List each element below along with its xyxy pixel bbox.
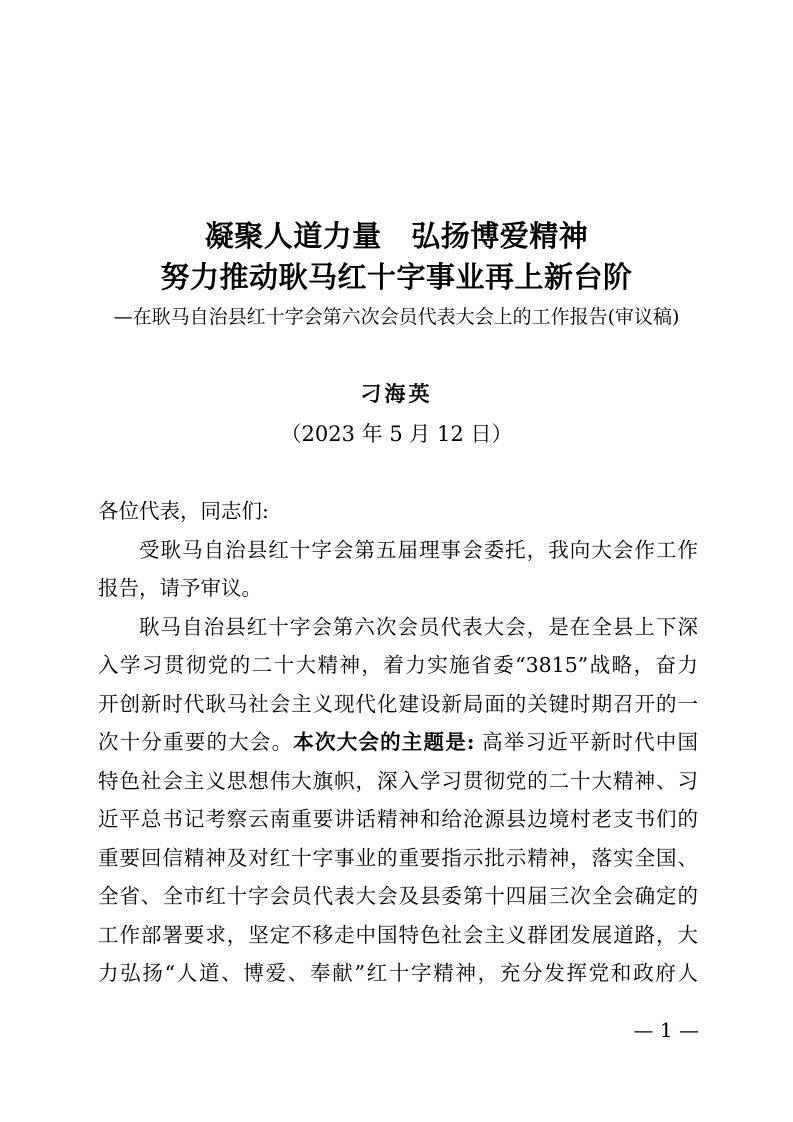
report-date: （2023 年 5 月 12 日） [280,422,513,446]
paragraph-2-line-10: 力弘扬“人道、博爱、奉献”红十字精神，充分发挥党和政府人 [98,961,698,985]
paragraph-2-line-4-start: 次十分重要的大会。 [98,730,294,754]
author-name: 刁海英 [360,381,433,406]
document-subtitle: —在耿马自治县红十字会第六次会员代表大会上的工作报告(审议稿) [113,306,680,328]
paragraph-2-line-9: 工作部署要求，坚定不移走中国特色社会主义群团发展道路，大 [98,922,698,947]
paragraph-2-line-2: 入学习贯彻党的二十大精神，着力实施省委“3815”战略，奋力 [98,653,698,677]
paragraph-2-line-3: 开创新时代耿马社会主义现代化建设新局面的关键时期召开的一 [98,691,698,716]
paragraph-2-line-4 [98,723,698,762]
paragraph-2-line-6: 近平总书记考察云南重要讲话精神和给沧源县边境村老支书们的 [98,807,698,831]
paragraph-1-line-1: 受耿马自治县红十字会第五届理事会委托，我向大会作工作 [139,537,698,562]
paragraph-2-line-7: 重要回信精神及对红十字事业的重要指示批示精神，落实全国、 [98,845,698,870]
page-number: — 1 — [633,1018,699,1042]
document-title-line-2: 努力推动耿马红十字事业再上新台阶 [160,260,633,294]
paragraph-2-line-5: 特色社会主义思想伟大旗帜，深入学习贯彻党的二十大精神、习 [98,768,698,793]
paragraph-1-line-2: 报告，请予审议。 [98,576,262,600]
document-title-line-1: 凝聚人道力量 弘扬博爱精神 [204,219,589,253]
meeting-theme-label: 本次大会的主题是: [293,730,475,754]
paragraph-2-line-8: 全省、全市红十字会员代表大会及县委第十四届三次全会确定的 [98,884,698,908]
body-text-block [98,492,698,993]
salutation: 各位代表，同志们: [98,499,269,523]
paragraph-2-line-4-end: 高举习近平新时代中国 [474,730,698,754]
paragraph-2-line-1: 耿马自治县红十字会第六次会员代表大会，是在全县上下深 [139,614,698,639]
